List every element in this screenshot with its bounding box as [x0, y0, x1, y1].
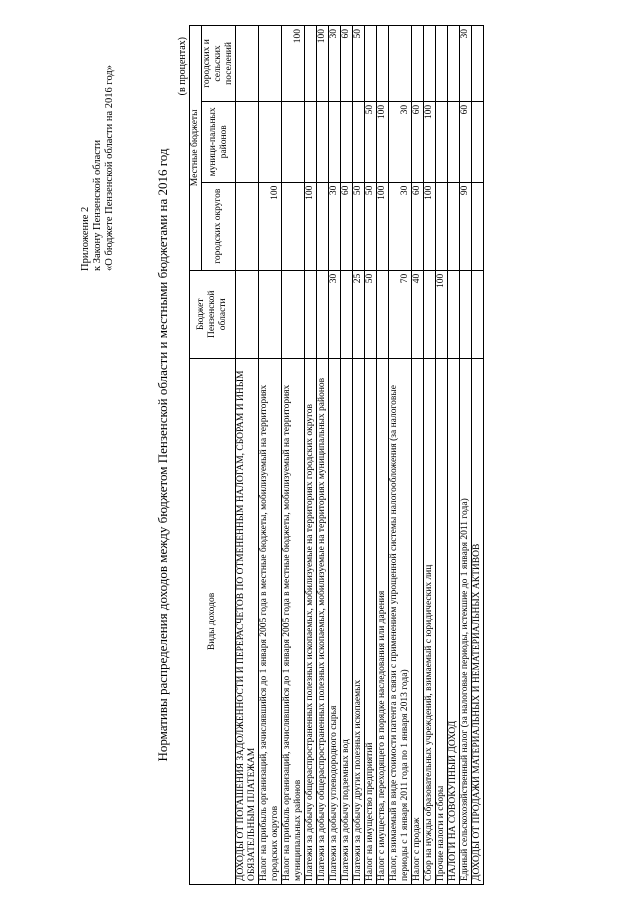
settlement-value-cell: 100: [317, 26, 329, 102]
regional-value-cell: [282, 270, 305, 358]
municipal-value-cell: [259, 101, 282, 182]
urban-value-cell: [436, 182, 448, 270]
header-local-budgets: Местные бюджеты: [190, 26, 202, 271]
settlement-value-cell: [259, 26, 282, 102]
regional-value-cell: [259, 270, 282, 358]
law-reference: к Закону Пензенской области: [92, 139, 103, 271]
income-type-cell: ДОХОДЫ ОТ ПОГАШЕНИЯ ЗАДОЛЖЕННОСТИ И ПЕРЕРАСЧЕТОВ ПО ОТМЕНЕННЫМ НАЛОГАМ, СБОРАМ И ИНЫМ ОБЯЗАТЕЛЬНЫМ ПЛАТЕЖАМ: [236, 358, 259, 884]
regional-value-cell: 25: [353, 270, 365, 358]
table-row: [389, 26, 412, 885]
regional-value-cell: [377, 270, 389, 358]
table-row: [412, 26, 424, 885]
regional-value-cell: [236, 270, 259, 358]
settlement-value-cell: [412, 26, 424, 102]
income-type-cell: НАЛОГИ НА СОВОКУПНЫЙ ДОХОД: [448, 358, 460, 884]
municipal-value-cell: 100: [377, 101, 389, 182]
header-municipal-districts: муници-пальных районов: [202, 101, 236, 182]
appendix-header: [80, 65, 116, 271]
municipal-value-cell: [329, 101, 341, 182]
table-row: [448, 26, 460, 885]
settlement-value-cell: [448, 26, 460, 102]
income-type-cell: Налог на прибыль организаций, зачислявшийся до 1 января 2005 года в местные бюджеты, мобилизуемый на территориях муниципальных районов: [282, 358, 305, 884]
regional-value-cell: 50: [365, 270, 377, 358]
municipal-value-cell: 50: [365, 101, 377, 182]
urban-value-cell: 100: [259, 182, 282, 270]
appendix-label: Приложение 2: [80, 206, 91, 271]
table-body: [236, 26, 484, 885]
urban-value-cell: [317, 182, 329, 270]
table-row: [259, 26, 282, 885]
urban-value-cell: 90: [460, 182, 472, 270]
municipal-value-cell: [282, 101, 305, 182]
income-type-cell: Сбор на нужды образовательных учреждений, взимаемый с юридических лиц: [424, 358, 436, 884]
urban-value-cell: [472, 182, 484, 270]
urban-value-cell: 50: [353, 182, 365, 270]
municipal-value-cell: 30: [389, 101, 412, 182]
municipal-value-cell: 100: [424, 101, 436, 182]
header-regional-budget: Бюджет Пензенской области: [190, 270, 236, 358]
income-type-cell: Налог с имущества, переходящего в порядке наследования или дарения: [377, 358, 389, 884]
municipal-value-cell: [341, 101, 353, 182]
regional-value-cell: 100: [436, 270, 448, 358]
table-row: [353, 26, 365, 885]
regional-value-cell: [472, 270, 484, 358]
table-row: [424, 26, 436, 885]
municipal-value-cell: [305, 101, 317, 182]
regional-value-cell: 70: [389, 270, 412, 358]
settlement-value-cell: [377, 26, 389, 102]
regional-value-cell: [448, 270, 460, 358]
table-row: [317, 26, 329, 885]
settlement-value-cell: 60: [341, 26, 353, 102]
settlement-value-cell: [389, 26, 412, 102]
table-row: [377, 26, 389, 885]
urban-value-cell: 100: [377, 182, 389, 270]
urban-value-cell: 100: [424, 182, 436, 270]
settlement-value-cell: [436, 26, 448, 102]
regional-value-cell: 40: [412, 270, 424, 358]
income-type-cell: Единый сельскохозяйственный налог (за налоговые периоды, истекшие до 1 января 2011 года): [460, 358, 472, 884]
document-title: Нормативы распределения доходов между бюджетом Пензенской области и местными бюджетами на 2016 год: [155, 148, 170, 762]
urban-value-cell: 30: [329, 182, 341, 270]
settlement-value-cell: 50: [353, 26, 365, 102]
urban-value-cell: 60: [412, 182, 424, 270]
municipal-value-cell: [472, 101, 484, 182]
table-row: [460, 26, 472, 885]
municipal-value-cell: [317, 101, 329, 182]
municipal-value-cell: [436, 101, 448, 182]
settlement-value-cell: 100: [282, 26, 305, 102]
header-income-types: Виды доходов: [190, 358, 236, 884]
municipal-value-cell: 60: [460, 101, 472, 182]
regional-value-cell: [317, 270, 329, 358]
income-type-cell: Прочие налоги и сборы: [436, 358, 448, 884]
urban-value-cell: [448, 182, 460, 270]
urban-value-cell: 100: [305, 182, 317, 270]
settlement-value-cell: [305, 26, 317, 102]
income-type-cell: Платежи за добычу подземных вод: [341, 358, 353, 884]
urban-value-cell: 60: [341, 182, 353, 270]
settlement-value-cell: 30: [460, 26, 472, 102]
regional-value-cell: [460, 270, 472, 358]
settlement-value-cell: [236, 26, 259, 102]
settlement-value-cell: 30: [329, 26, 341, 102]
table-row: [436, 26, 448, 885]
urban-value-cell: [282, 182, 305, 270]
units-note: (в процентах): [177, 37, 188, 96]
regional-value-cell: 30: [329, 270, 341, 358]
table-row: [236, 26, 259, 885]
regional-value-cell: [341, 270, 353, 358]
income-type-cell: Налог на прибыль организаций, зачислявшийся до 1 января 2005 года в местные бюджеты, мобилизуемый на территориях городских округов: [259, 358, 282, 884]
settlement-value-cell: [472, 26, 484, 102]
table-row: [365, 26, 377, 885]
rotated-page: [40, 25, 600, 885]
income-type-cell: Налог с продаж: [412, 358, 424, 884]
urban-value-cell: 50: [365, 182, 377, 270]
table-row: [329, 26, 341, 885]
urban-value-cell: 30: [389, 182, 412, 270]
header-urban-districts: городских округов: [202, 182, 236, 270]
table-row: [472, 26, 484, 885]
income-type-cell: Налог, взимаемый в виде стоимости патента в связи с применением упрощенной системы налогообложения (за налоговые периоды с 1 января 2011 года по 1 января 2013 года): [389, 358, 412, 884]
income-type-cell: Налог на имущество предприятий: [365, 358, 377, 884]
municipal-value-cell: [448, 101, 460, 182]
income-type-cell: ДОХОДЫ ОТ ПРОДАЖИ МАТЕРИАЛЬНЫХ И НЕМАТЕРИАЛЬНЫХ АКТИВОВ: [472, 358, 484, 884]
income-type-cell: Платежи за добычу общераспространенных полезных ископаемых, мобилизуемые на территориях городских округов: [305, 358, 317, 884]
regional-value-cell: [424, 270, 436, 358]
table-row: [341, 26, 353, 885]
distribution-table: [189, 25, 484, 885]
municipal-value-cell: [236, 101, 259, 182]
urban-value-cell: [236, 182, 259, 270]
municipal-value-cell: [353, 101, 365, 182]
law-title: «О бюджете Пензенской области на 2016 год»: [104, 65, 115, 271]
table-row: [282, 26, 305, 885]
settlement-value-cell: [424, 26, 436, 102]
header-settlements: городских и сельских поселений: [202, 26, 236, 102]
regional-value-cell: [305, 270, 317, 358]
income-type-cell: Платежи за добычу других полезных ископаемых: [353, 358, 365, 884]
table-row: [305, 26, 317, 885]
income-type-cell: Платежи за добычу углеводородного сырья: [329, 358, 341, 884]
municipal-value-cell: 60: [412, 101, 424, 182]
settlement-value-cell: [365, 26, 377, 102]
income-type-cell: Платежи за добычу общераспространенных полезных ископаемых, мобилизуемые на территориях муниципальных районов: [317, 358, 329, 884]
